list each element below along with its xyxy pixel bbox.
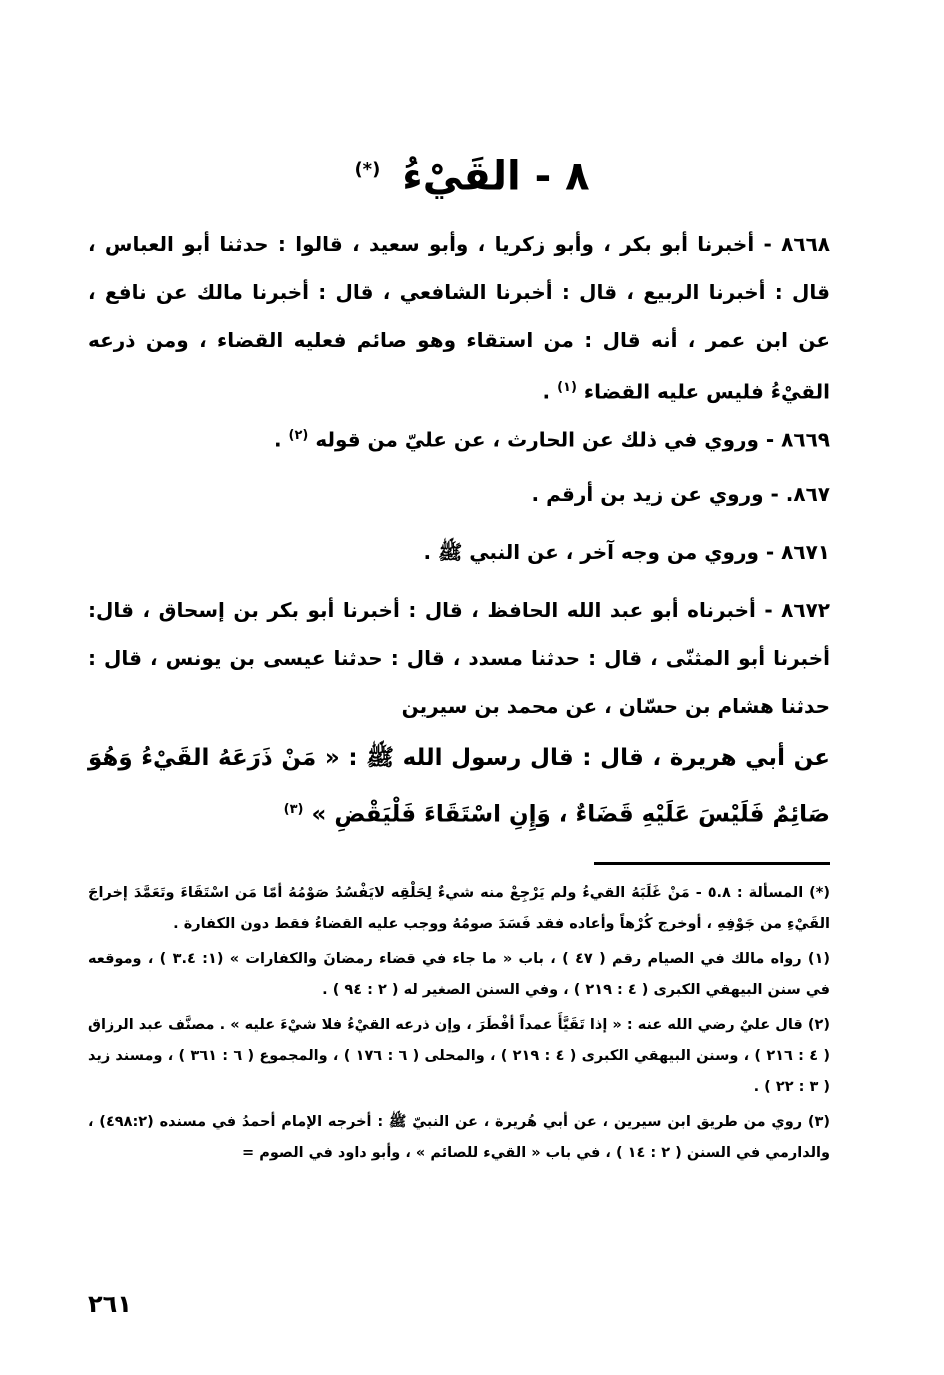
hadith-8669-text: ٨٦٦٩ - وروي في ذلك عن الحارث ، عن عليّ من قوله <box>315 427 830 452</box>
hadith-8671-text: ٨٦٧١ - وروي من وجه آخر ، عن النبي ﷺ . <box>423 540 830 564</box>
hadith-quote <box>88 732 830 841</box>
hadith-8669: ٨٦٦٩ - وروي في ذلك عن الحارث ، عن عليّ من قوله $^{(٢)}$ . <box>273 427 830 452</box>
hadith-8672 <box>88 586 830 730</box>
hadith-8671 <box>88 528 830 576</box>
chapter-heading <box>0 140 944 206</box>
hadith-8670 <box>88 470 830 518</box>
chapter-title: ٨ - القَيْءُ <box>402 153 590 200</box>
footnote-1: (١) رواه مالك في الصيام رقم ( ٤٧ ) ، باب « ما جاء في قضاء رمضانَ والكفارات » (١: ٣.٤ ) ، وموقعه في سنن البيهقي الكبرى ( ٤ : ٢١٩ ) ، وفي السنن الصغير له ( ٢ : ٩٤ ) . <box>88 951 830 998</box>
footnote-3: (٣) روي من طريق ابن سيرين ، عن أبي هُريرة ، عن النبيّ ﷺ : أخرجه الإمام أحمدُ في مسنده (٤٩٨:٢) ، والدارمي في السنن ( ٢ : ١٤ ) ، في باب « القيء للصائم » ، وأبو داود في الصوم = <box>88 1114 830 1161</box>
hadith-8668-text: ٨٦٦٨ - أخبرنا أبو بكر ، وأبو زكريا ، وأبو سعيد ، قالوا : حدثنا أبو العباس ، قال : أخبرنا الربيع ، قال : أخبرنا الشافعي ، قال : أخبرنا مالك عن نافع ، عن ابن عمر ، أنه قال : من استقاء وهو صائم فعليه القضاء ، ومن ذرعه القيْءُ فليس عليه القضاء <box>88 232 830 404</box>
chapter-footnote-mark: (*) <box>354 159 381 180</box>
footnote-ref-3: (٣) <box>283 802 304 817</box>
footnote-ref-2: (٢) <box>288 428 309 443</box>
hadith-quote-text: عن أبي هريرة ، قال : قال رسول الله ﷺ : « مَنْ ذَرَعَهُ القَيْءُ وَهُوَ صَائِمٌ فَلَيْسَ عَلَيْهِ قَضَاءٌ ، وَإِنِ اسْتَقَاءَ فَلْيَقْضِ » <box>88 745 830 828</box>
hadith-8668: ٨٦٦٨ - أخبرنا أبو بكر ، وأبو زكريا ، وأبو سعيد ، قالوا : حدثنا أبو العباس ، قال : أخبرنا الربيع ، قال : أخبرنا الشافعي ، قال : أخبرنا مالك عن نافع ، عن ابن عمر ، أنه قال : من استقاء وهو صائم فعليه القضاء ، ومن ذرعه القيْءُ فليس عليه القضاء $^{(١)}$ . <box>88 232 830 404</box>
hadith-8670-text: ٨٦٧. - وروي عن زيد بن أرقم . <box>531 482 830 506</box>
footnotes <box>88 878 830 1173</box>
footnote-divider <box>594 862 830 865</box>
footnote-star: (*) المسألة : ٥.٨ - مَنْ غَلَبَهُ القيءُ ولم يَرْجِعْ منه شيءٌ لِحَلْقِه لايَفْسُدُ صَوْمُهُ أمّا مَن اسْتَقَاءَ وتَعَمَّدَ إخراجَ القَيْءِ من جَوْفِهِ ، أوخرج كُرْهاً وأعاده فقد فَسَدَ صومُهُ ووجب عليه القضاءُ فقط دون الكفارة . <box>88 885 831 932</box>
hadith-8672-text: ٨٦٧٢ - أخبرناه أبو عبد الله الحافظ ، قال : أخبرنا أبو بكر بن إسحاق ، قال: أخبرنا أبو المثنّى ، قال : حدثنا مسدد ، قال : حدثنا عيسى بن يونس ، قال : حدثنا هشام بن حسّان ، عن محمد بن سيرين <box>88 598 830 718</box>
footnote-ref-1: (١) <box>557 380 577 395</box>
footnote-2: (٢) قال عليٌ رضي الله عنه : « إذا تَقَيَّأَ عمداً أفْطَرَ ، وإن ذرعه القيْءُ فلا شيْءَ عليه » . مصنَّف عبد الرزاق ( ٤ : ٢١٦ ) ، وسنن البيهقي الكبرى ( ٤ : ٢١٩ ) ، والمحلى ( ٦ : ١٧٦ ) ، والمجموع ( ٦ : ٣٦١ ) ، ومسند زيد ( ٣ : ٢٢ ) . <box>88 1017 830 1095</box>
page-number: ٢٦١ <box>88 1290 132 1318</box>
